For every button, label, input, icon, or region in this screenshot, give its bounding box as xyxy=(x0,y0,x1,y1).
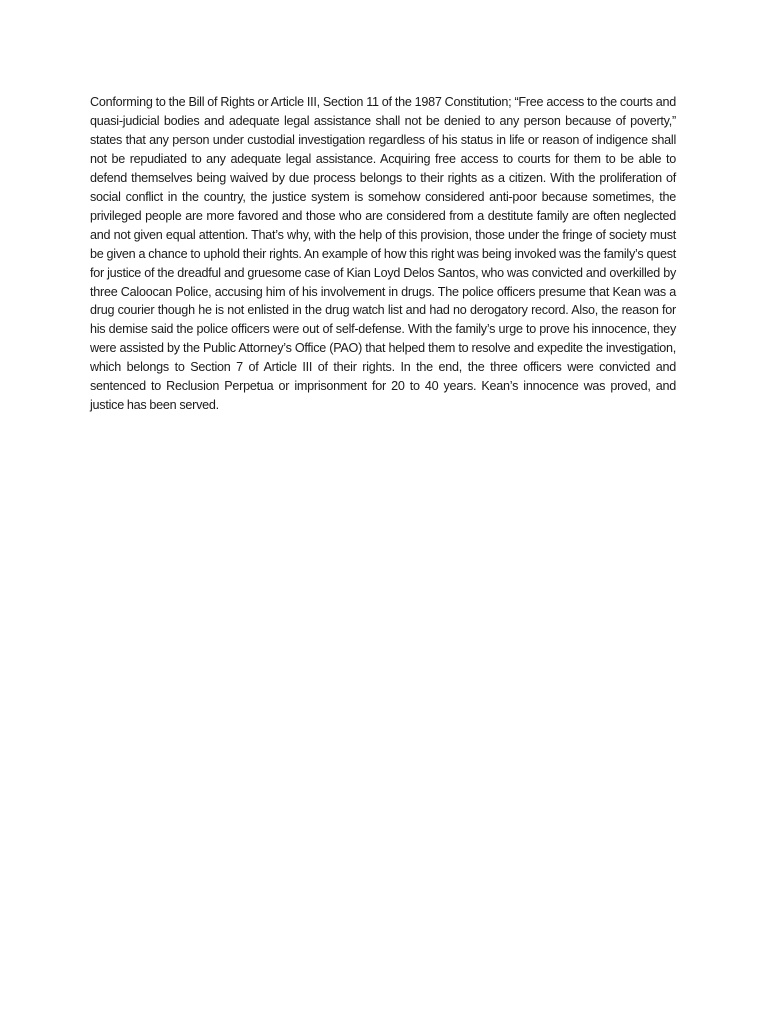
body-paragraph: Conforming to the Bill of Rights or Article III, Section 11 of the 1987 Constitution; “Free access to the courts and quasi-judicial bodies and adequate legal assistance shall not be denied to any person because of poverty,” states that any person under custodial investigation regardless of his status in life or reason of indigence shall not be repudiated to any adequate legal assistance. Acquiring free access to courts for them to be able to defend themselves being waived by due process belongs to their rights as a citizen. With the proliferation of social conflict in the country, the justice system is somehow considered anti-poor because sometimes, the privileged people are more favored and those who are considered from a destitute family are often neglected and not given equal attention. That’s why, with the help of this provision, those under the fringe of society must be given a chance to uphold their rights. An example of how this right was being invoked was the family’s quest for justice of the dreadful and gruesome case of Kian Loyd Delos Santos, who was convicted and overkilled by three Caloocan Police, accusing him of his involvement in drugs. The police officers presume that Kean was a drug courier though he is not enlisted in the drug watch list and had no derogatory record. Also, the reason for his demise said the police officers were out of self-defense. With the family’s urge to prove his innocence, they were assisted by the Public Attorney’s Office (PAO) that helped them to resolve and expedite the investigation, which belongs to Section 7 of Article III of their rights. In the end, the three officers were convicted and sentenced to Reclusion Perpetua or imprisonment for 20 to 40 years. Kean’s innocence was proved, and justice has been served. xyxy=(90,95,676,413)
